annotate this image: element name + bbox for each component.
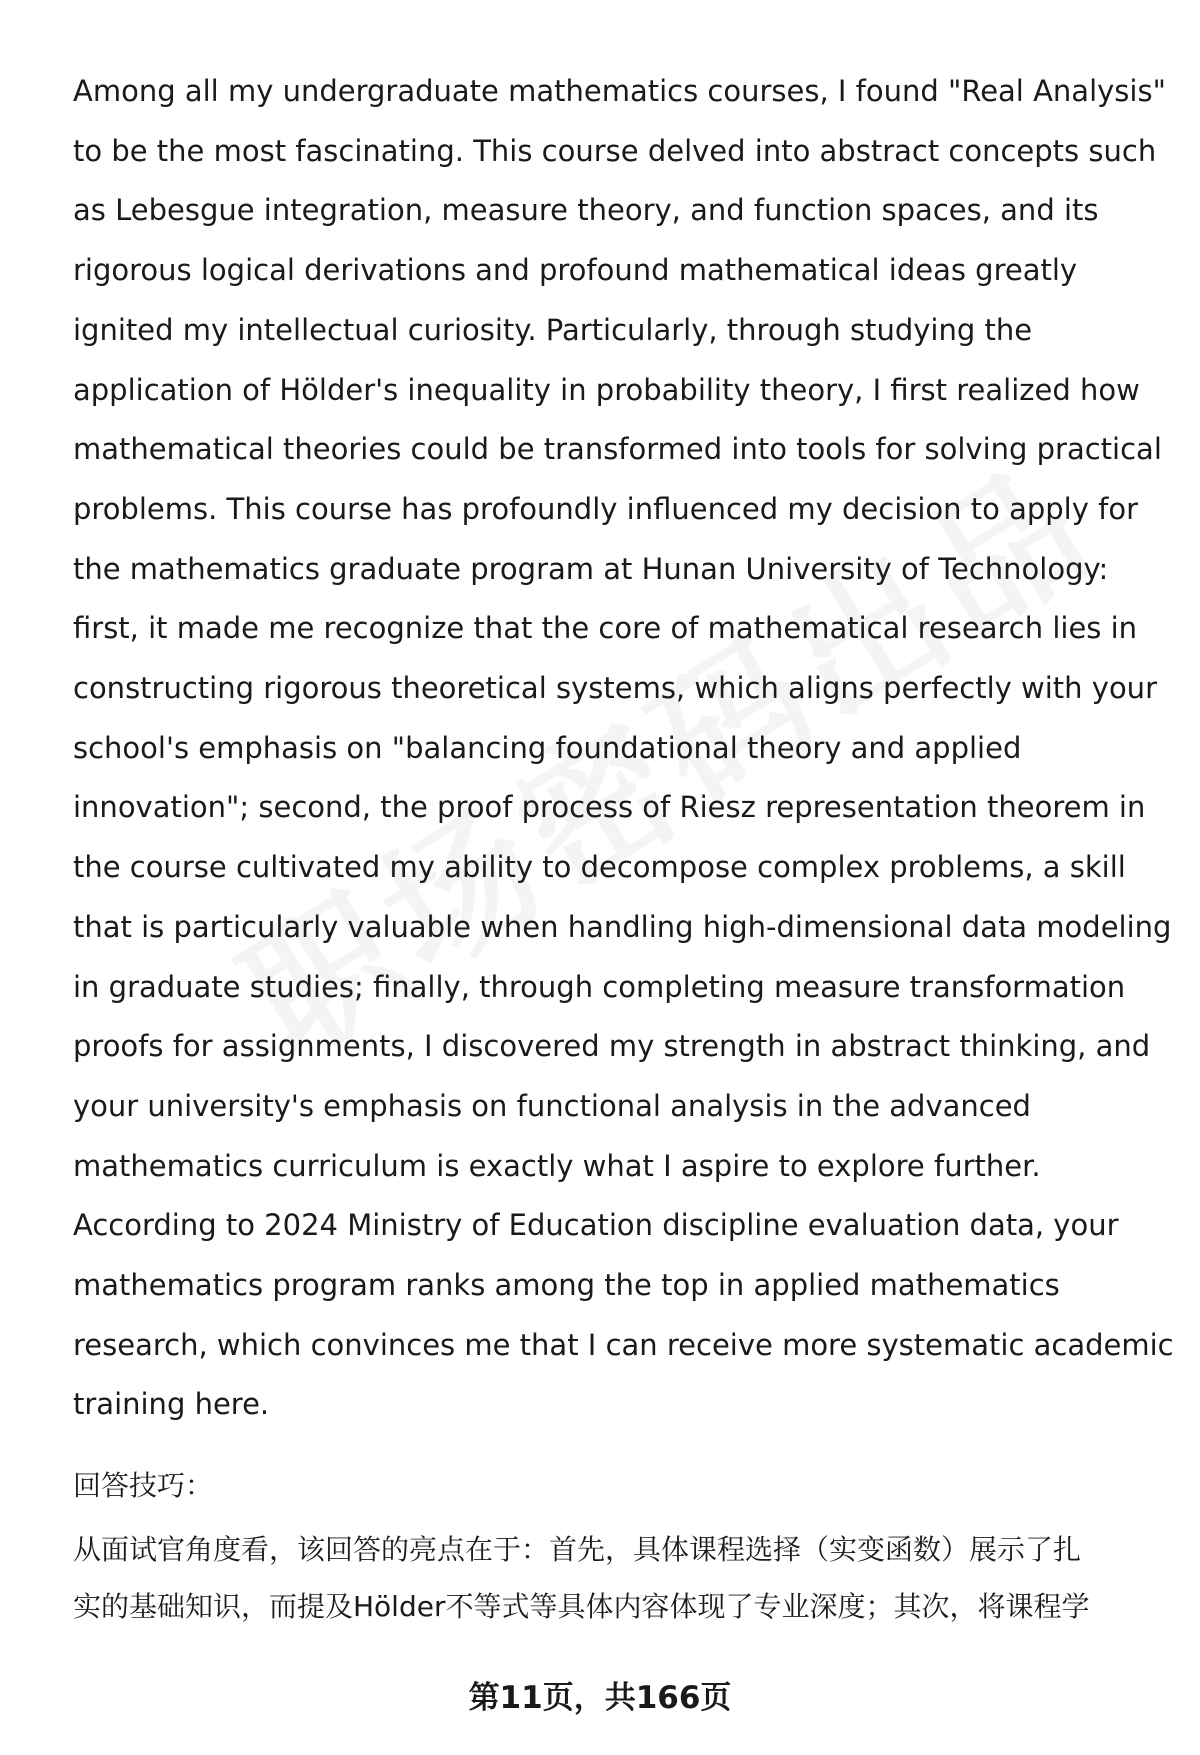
paragraph-line: school's emphasis on "balancing foundational theory and applied [73, 730, 1022, 765]
paragraph-line: proofs for assignments, I discovered my strength in abstract thinking, and [73, 1029, 1151, 1064]
paragraph-line: mathematics curriculum is exactly what I aspire to explore further. [73, 1148, 1041, 1183]
tips-heading: 回答技巧： [73, 1469, 214, 1502]
paragraph-line: constructing rigorous theoretical systems, which aligns perfectly with your [73, 671, 1157, 706]
paragraph-line: According to 2024 Ministry of Education discipline evaluation data, your [73, 1208, 1119, 1243]
answer-paragraph [73, 62, 1174, 1435]
paragraph-line: ignited my intellectual curiosity. Particularly, through studying the [73, 312, 1033, 347]
paragraph-line: as Lebesgue integration, measure theory, and function spaces, and its [73, 193, 1099, 228]
paragraph-line: application of Hölder's inequality in probability theory, I first realized how [73, 372, 1140, 407]
paragraph-line: research, which convinces me that I can receive more systematic academic [73, 1327, 1174, 1362]
paragraph-line: in graduate studies; finally, through completing measure transformation [73, 969, 1126, 1004]
paragraph-line: rigorous logical derivations and profound mathematical ideas greatly [73, 253, 1078, 288]
tips-line: 从面试官角度看，该回答的亮点在于：首先，具体课程选择（实变函数）展示了扎 [73, 1533, 1082, 1566]
paragraph-line: the course cultivated my ability to decompose complex problems, a skill [73, 850, 1126, 885]
paragraph-line: mathematics program ranks among the top in applied mathematics [73, 1268, 1060, 1303]
paragraph-line: first, it made me recognize that the core of mathematical research lies in [73, 611, 1138, 646]
page-number: 第11页，共166页 [468, 1680, 732, 1716]
paragraph-line: training here. [73, 1387, 270, 1422]
paragraph-line: Among all my undergraduate mathematics courses, I found "Real Analysis" [73, 74, 1166, 108]
paragraph-line: innovation"; second, the proof process of Riesz representation theorem in [73, 790, 1146, 825]
paragraph-line: your university's emphasis on functional analysis in the advanced [73, 1088, 1031, 1123]
paragraph-line: to be the most fascinating. This course delved into abstract concepts such [73, 133, 1157, 168]
paragraph-line: the mathematics graduate program at Hunan University of Technology: [73, 551, 1109, 586]
paragraph-line: mathematical theories could be transformed into tools for solving practical [73, 432, 1162, 467]
paragraph-line: that is particularly valuable when handling high-dimensional data modeling [73, 909, 1172, 944]
paragraph-line: problems. This course has profoundly influenced my decision to apply for [73, 491, 1138, 526]
tips-paragraph [73, 1521, 1153, 1635]
tips-line: 实的基础知识，而提及Hölder不等式等具体内容体现了专业深度；其次，将课程学 [73, 1590, 1090, 1623]
